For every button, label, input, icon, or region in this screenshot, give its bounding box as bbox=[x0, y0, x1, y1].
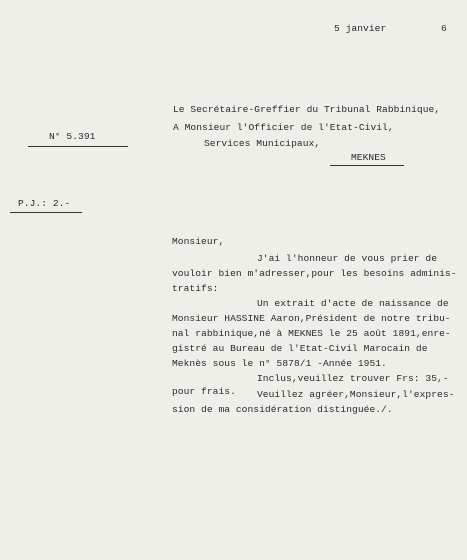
attachments: P.J.: 2.- bbox=[18, 198, 71, 209]
body-line: Inclus,veuillez trouver Frs: 35,- bbox=[257, 373, 449, 384]
sender-line: Le Secrétaire-Greffier du Tribunal Rabbinique, bbox=[173, 104, 441, 115]
reference-rule bbox=[28, 146, 128, 147]
attachments-rule bbox=[10, 212, 82, 213]
recipient-line: A Monsieur l'Officier de l'Etat-Civil, bbox=[173, 122, 394, 133]
salutation: Monsieur, bbox=[172, 236, 225, 247]
body-line: Un extrait d'acte de naissance de bbox=[257, 298, 449, 309]
body-line: nal rabbinique,né à MEKNES le 25 août 1891,enre- bbox=[172, 328, 451, 339]
reference-number: N° 5.391 bbox=[49, 131, 96, 142]
body-line: sion de ma considération distinguée./. bbox=[172, 404, 393, 415]
service-line: Services Municipaux, bbox=[204, 138, 321, 149]
date: 5 janvier bbox=[334, 23, 387, 34]
body-line: Meknès sous le n° 5878/1 -Année 1951. bbox=[172, 358, 387, 369]
page-number: 6 bbox=[441, 23, 447, 34]
city-rule bbox=[330, 165, 404, 166]
body-line: Veuillez agréer,Monsieur,l'expres- bbox=[257, 389, 455, 400]
city-line: MEKNES bbox=[351, 152, 386, 163]
body-line: pour frais. bbox=[172, 386, 236, 397]
body-line: tratifs: bbox=[172, 283, 219, 294]
body-line: vouloir bien m'adresser,pour les besoins adminis- bbox=[172, 268, 457, 279]
body-line: gistré au Bureau de l'Etat-Civil Marocain de bbox=[172, 343, 428, 354]
body-line: J'ai l'honneur de vous prier de bbox=[257, 253, 438, 264]
body-line: Monsieur HASSINE Aaron,Président de notre tribu- bbox=[172, 313, 451, 324]
